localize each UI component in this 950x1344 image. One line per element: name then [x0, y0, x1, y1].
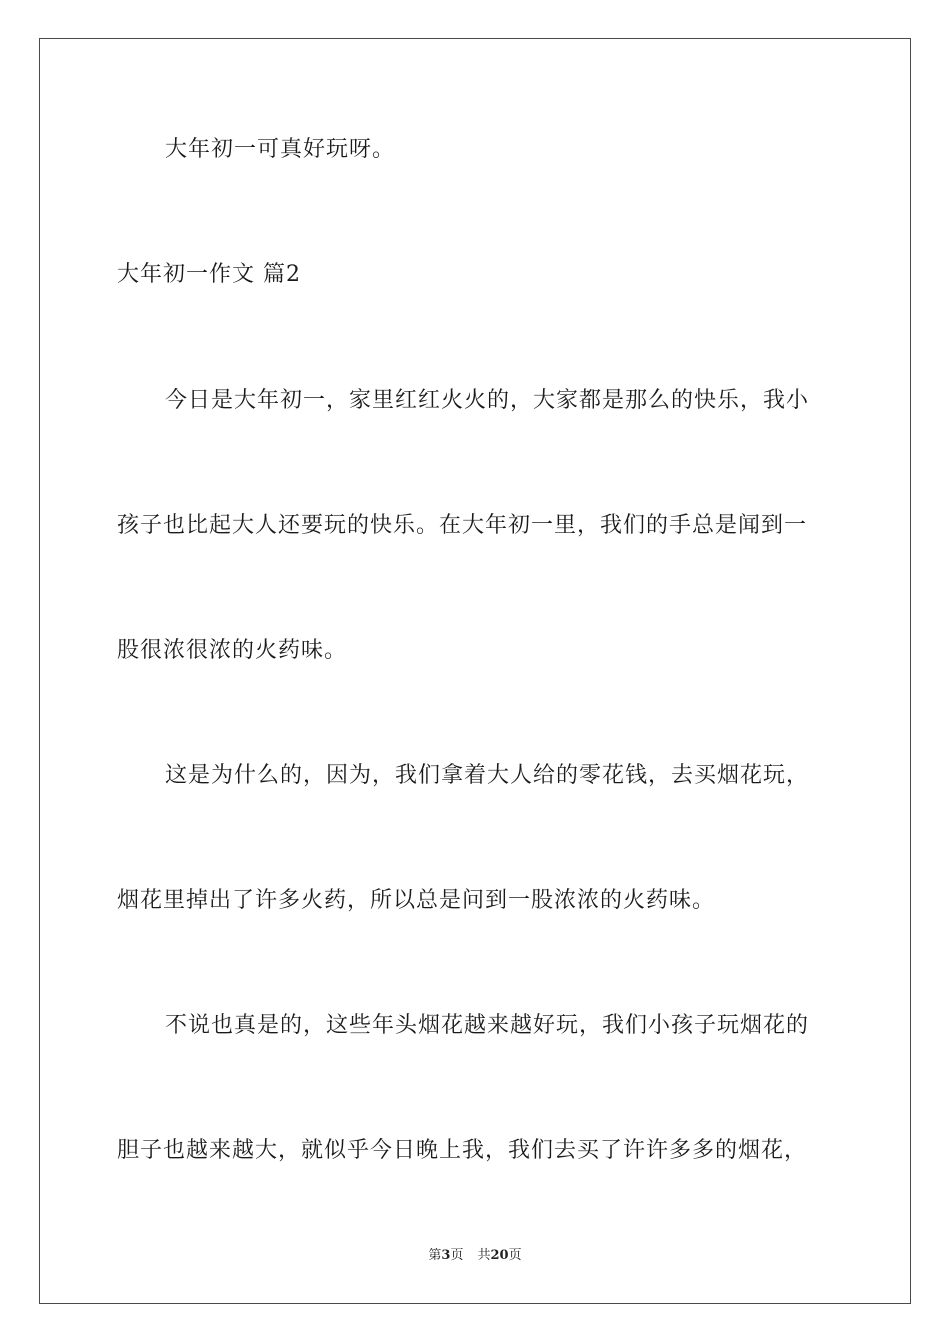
page-number: 3 [441, 1248, 451, 1263]
paragraph-line: 股很浓很浓的火药味。 [117, 638, 348, 663]
paragraph-line: 胆子也越来越大，就似乎今日晚上我，我们去买了许许多多的烟花， [117, 1138, 808, 1163]
page-border [39, 38, 911, 1304]
paragraph-line: 不说也真是的，这些年头烟花越来越好玩，我们小孩子玩烟花的 [165, 1013, 810, 1038]
page-prefix: 第 [428, 1248, 442, 1263]
total-suffix: 页 [508, 1248, 522, 1263]
paragraph-line: 大年初一可真好玩呀。 [165, 137, 396, 162]
section-heading: 大年初一作文 篇2 [117, 262, 301, 287]
total-prefix: 共 [477, 1248, 491, 1263]
page-footer [0, 1247, 950, 1265]
total-pages: 20 [490, 1248, 509, 1263]
paragraph-line: 烟花里掉出了许多火药，所以总是问到一股浓浓的火药味。 [117, 888, 716, 913]
paragraph-line: 孩子也比起大人还要玩的快乐。在大年初一里，我们的手总是闻到一 [117, 513, 808, 538]
paragraph-line: 今日是大年初一，家里红红火火的，大家都是那么的快乐，我小 [165, 388, 810, 413]
paragraph-line: 这是为什么的，因为，我们拿着大人给的零花钱，去买烟花玩， [165, 763, 810, 788]
page-suffix: 页 [450, 1248, 464, 1263]
